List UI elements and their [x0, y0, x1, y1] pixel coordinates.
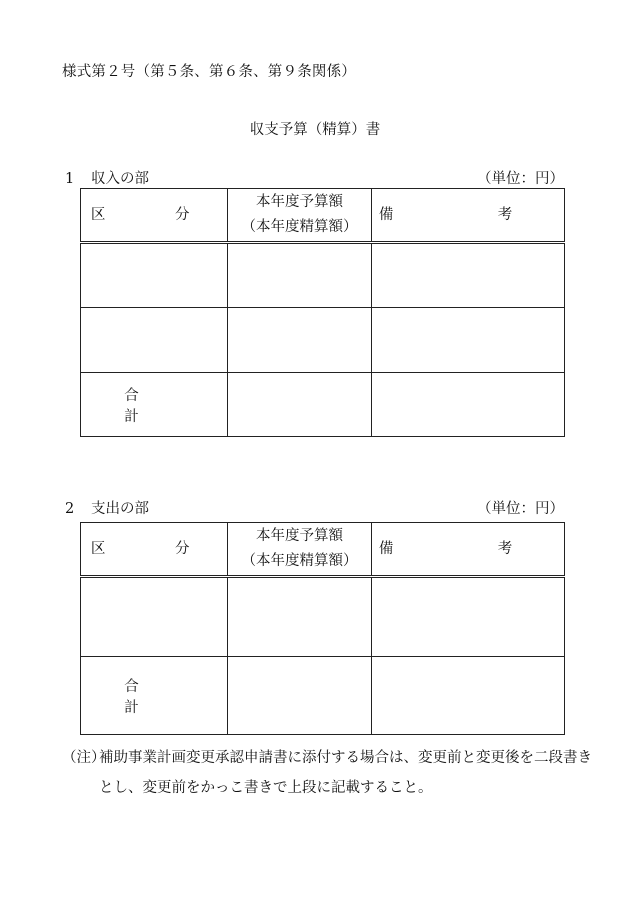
col-header-remarks: 備 考 [372, 189, 565, 243]
income-row-1-category[interactable] [81, 243, 228, 308]
expense-total-label: 合 計 [81, 657, 228, 735]
col-header-amount-line1: 本年度予算額 [256, 528, 343, 544]
note-text-1: 補助事業計画変更承認申請書に添付する場合は、変更前と変更後を二段書き [99, 750, 592, 766]
col-header-amount-line1: 本年度予算額 [256, 194, 343, 210]
expense-row-1-remarks[interactable] [372, 577, 565, 657]
income-row-2-amount[interactable] [228, 308, 372, 373]
expense-section-heading [65, 497, 149, 518]
expense-row-1-amount[interactable] [228, 577, 372, 657]
expense-section-number: 2 [65, 501, 75, 517]
income-total-amount[interactable] [228, 373, 372, 437]
col-header-amount [228, 523, 372, 577]
col-header-remarks: 備 考 [372, 523, 565, 577]
expense-total-amount[interactable] [228, 657, 372, 735]
document-title: 収支予算（精算）書 [249, 122, 381, 138]
note [62, 743, 592, 803]
income-section-heading [65, 167, 149, 188]
expense-table-header [81, 523, 565, 577]
expense-row-1-category[interactable] [81, 577, 228, 657]
income-row-2-remarks[interactable] [372, 308, 565, 373]
expense-total-row [81, 657, 565, 735]
expense-unit-label: （単位：円） [477, 501, 564, 517]
expense-table [80, 522, 565, 735]
table-row [81, 577, 565, 657]
income-table [80, 188, 565, 437]
col-header-category: 区 分 [81, 189, 228, 243]
col-header-amount-line2: （本年度精算額） [241, 553, 358, 569]
expense-total-remarks[interactable] [372, 657, 565, 735]
note-label: （注） [62, 750, 106, 766]
expense-section-title: 支出の部 [91, 501, 149, 517]
table-row [81, 308, 565, 373]
note-line-1 [62, 743, 592, 773]
income-total-row [81, 373, 565, 437]
income-total-remarks[interactable] [372, 373, 565, 437]
form-number: 様式第２号（第５条、第６条、第９条関係） [62, 64, 356, 80]
note-text-2: とし、変更前をかっこ書きで上段に記載すること。 [99, 780, 433, 796]
col-header-amount-line2: （本年度精算額） [241, 219, 358, 235]
col-header-category: 区 分 [81, 523, 228, 577]
col-header-amount [228, 189, 372, 243]
income-row-2-category[interactable] [81, 308, 228, 373]
income-section-title: 収入の部 [91, 171, 149, 187]
income-unit-label: （単位：円） [477, 171, 564, 187]
income-table-header [81, 189, 565, 243]
income-total-label: 合 計 [81, 373, 228, 437]
income-row-1-amount[interactable] [228, 243, 372, 308]
income-section-number: 1 [65, 171, 75, 187]
income-row-1-remarks[interactable] [372, 243, 565, 308]
table-row [81, 243, 565, 308]
